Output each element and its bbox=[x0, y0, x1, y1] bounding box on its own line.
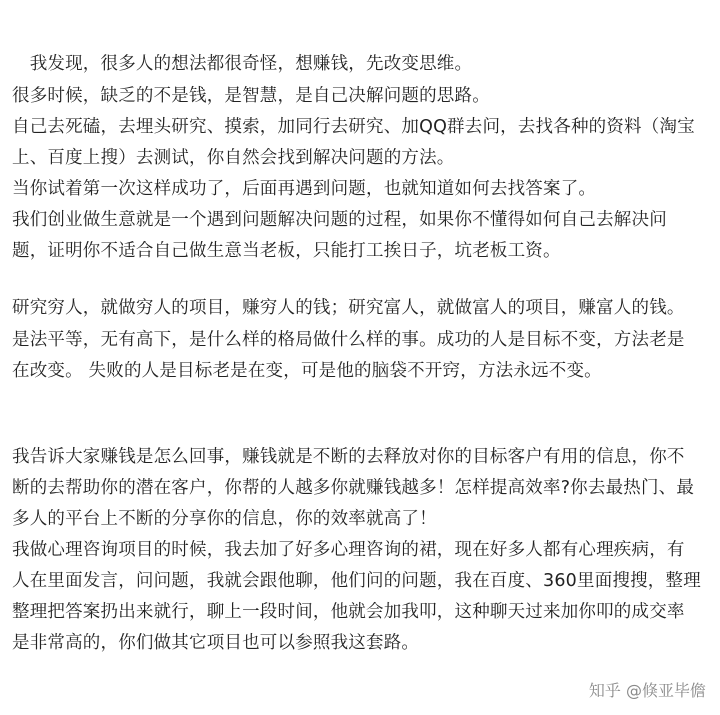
paragraph-2-line-2: 是法平等，无有高下，是什么样的格局做什么样的事。成功的人是目标不变，方法老是 bbox=[12, 330, 685, 350]
paragraph-3-line-1: 我告诉大家赚钱是怎么回事，赚钱就是不断的去释放对你的目标客户有用的信息，你不 bbox=[12, 447, 685, 467]
paragraph-2-line-1: 研究穷人，就做穷人的项目，赚穷人的钱；研究富人，就做富人的项目，赚富人的钱。 bbox=[12, 298, 685, 318]
paragraph-1-line-3: 自己去死磕，去埋头研究、摸索，加同行去研究、加QQ群去问，去找各种的资料（淘宝 bbox=[12, 117, 695, 137]
paragraph-1-line-5: 当你试着第一次这样成功了，后面再遇到问题，也就知道如何去找答案了。 bbox=[12, 179, 597, 199]
paragraph-3-line-4: 我做心理咨询项目的时候，我去加了好多心理咨询的裙，现在好多人都有心理疾病，有 bbox=[12, 540, 685, 560]
zhihu-watermark: 知乎 @倏亚毕儋 bbox=[588, 681, 706, 700]
paragraph-3-line-2: 断的去帮助你的潜在客户，你帮的人越多你就赚钱越多！怎样提高效率?你去最热门、最 bbox=[12, 478, 695, 498]
paragraph-1-line-6: 我们创业做生意就是一个遇到问题解决问题的过程，如果你不懂得如何自己去解决问 bbox=[12, 210, 667, 230]
paragraph-3-line-5: 人在里面发言，问问题，我就会跟他聊，他们问的问题，我在百度、360里面搜搜，整理 bbox=[12, 571, 701, 591]
paragraph-3-line-6: 整理把答案扔出来就行，聊上一段时间，他就会加我叩，这种聊天过来加你叩的成交率 bbox=[12, 602, 685, 622]
paragraph-1-line-4: 上、百度上搜）去测试，你自然会找到解决问题的方法。 bbox=[12, 148, 455, 168]
paragraph-3-line-3: 多人的平台上不断的分享你的信息，你的效率就高了！ bbox=[12, 509, 437, 529]
paragraph-1-line-7: 题，证明你不适合自己做生意当老板，只能打工挨日子，坑老板工资。 bbox=[12, 241, 561, 261]
paragraph-3-line-7: 是非常高的，你们做其它项目也可以参照我这套路。 bbox=[12, 633, 420, 653]
paragraph-1-line-2: 很多时候，缺乏的不是钱，是智慧，是自己决解问题的思路。 bbox=[12, 86, 490, 106]
paragraph-2-line-3: 在改变。 失败的人是目标老是在变，可是他的脑袋不开窍，方法永远不变。 bbox=[12, 361, 602, 381]
paragraph-1-line-1: 我发现，很多人的想法都很奇怪，想赚钱，先改变思维。 bbox=[12, 54, 473, 74]
